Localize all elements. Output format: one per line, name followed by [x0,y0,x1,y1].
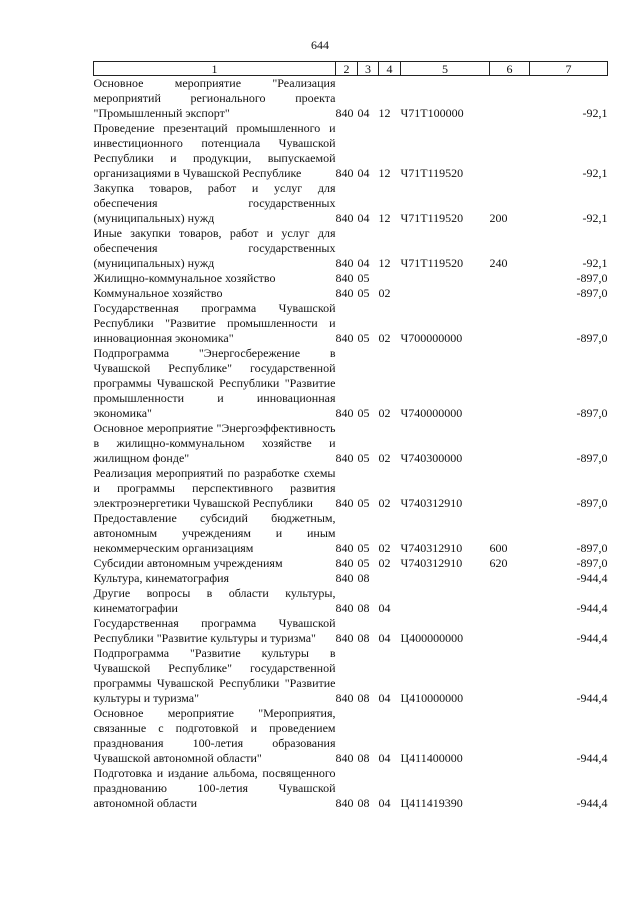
amount-cell: -92,1 [582,256,608,270]
row-name-cell: Культура, кинематография [93,571,230,585]
budget-table [93,61,608,811]
row-name-cell: Жилищно-коммунальное хозяйство [93,271,276,285]
row-name-cell: Проведение презентаций промышленного и инвестиционного потенциала Чувашской Республики и продукции, выпускаемой организациями в Чувашской Республике [93,121,336,180]
table-row [94,76,608,122]
row-name-cell: Закупка товаров, работ и услуг для обеспечения государственных (муниципальных) нужд [93,181,336,225]
amount-cell: -944,4 [576,796,608,810]
row-name-cell: Подпрограмма "Энергосбережение в Чувашской Республике" государственной программы Чувашской Республики "Развитие промышленности и инновационная экономика" [93,346,336,420]
table-row [94,121,608,181]
expense-type-cell [490,706,530,766]
section-cell: 08 [357,571,370,585]
section-cell: 05 [357,496,370,510]
amount-cell: -897,0 [576,406,608,420]
table-row [94,301,608,346]
section-cell: 05 [357,451,370,465]
expense-type-cell [490,421,530,466]
target-article-cell: Ч71Т100000 [400,106,464,120]
page-number: 644 [311,38,329,52]
row-name-cell: Реализация мероприятий по разработке схемы и программы перспективного развития электроэнергетики Чувашской Республики [93,466,336,510]
target-article-cell [401,286,490,301]
expense-type-cell: 600 [489,541,508,555]
column-header: 4 [379,62,401,76]
admin-code-cell: 840 [335,211,354,225]
subsection-cell: 04 [378,601,391,615]
admin-code-cell: 840 [335,451,354,465]
expense-type-cell [490,466,530,511]
target-article-cell: Ч71Т119520 [400,256,464,270]
admin-code-cell: 840 [335,256,354,270]
section-cell: 05 [357,286,370,300]
table-row [94,421,608,466]
admin-code-cell: 840 [335,571,354,585]
table-row [94,766,608,811]
expense-type-cell [490,646,530,706]
subsection-cell: 12 [378,166,391,180]
admin-code-cell: 840 [335,106,354,120]
subsection-cell: 02 [378,451,391,465]
amount-cell: -944,4 [576,691,608,705]
target-article-cell: Ч71Т119520 [400,166,464,180]
expense-type-cell [490,616,530,646]
subsection-cell: 02 [378,496,391,510]
expense-type-cell [490,571,530,586]
target-article-cell: Ч740312910 [400,496,463,510]
row-name-cell: Коммунальное хозяйство [93,286,223,300]
amount-cell: -944,4 [576,631,608,645]
section-cell: 05 [357,271,370,285]
admin-code-cell: 840 [335,631,354,645]
amount-cell: -92,1 [582,166,608,180]
table-row [94,646,608,706]
section-cell: 08 [357,751,370,765]
row-name-cell: Другие вопросы в области культуры, кинематографии [93,586,336,615]
expense-type-cell [490,766,530,811]
row-name-cell: Основное мероприятие "Реализация мероприятий регионального проекта "Промышленный экспорт" [93,76,336,120]
table-row [94,706,608,766]
admin-code-cell: 840 [335,166,354,180]
subsection-cell: 12 [378,256,391,270]
table-row [94,271,608,286]
table-row [94,466,608,511]
expense-type-cell [490,76,530,122]
subsection-cell [379,271,401,286]
amount-cell: -897,0 [576,286,608,300]
section-cell: 08 [357,601,370,615]
amount-cell: -897,0 [576,496,608,510]
table-body [94,76,608,812]
row-name-cell: Субсидии автономным учреждениям [93,556,283,570]
amount-cell: -897,0 [576,556,608,570]
section-cell: 04 [357,256,370,270]
section-cell: 05 [357,331,370,345]
amount-cell: -897,0 [576,541,608,555]
row-name-cell: Иные закупки товаров, работ и услуг для обеспечения государственных (муниципальных) нужд [93,226,336,270]
target-article-cell: Ц411419390 [400,796,463,810]
admin-code-cell: 840 [335,751,354,765]
admin-code-cell: 840 [335,406,354,420]
target-article-cell: Ц400000000 [400,631,464,645]
admin-code-cell: 840 [335,556,354,570]
table-header-row [94,62,608,76]
section-cell: 08 [357,631,370,645]
target-article-cell: Ч700000000 [400,331,463,345]
table-row [94,286,608,301]
target-article-cell: Ч71Т119520 [400,211,464,225]
column-header: 7 [530,62,608,76]
subsection-cell: 02 [378,556,391,570]
subsection-cell: 02 [378,331,391,345]
table-row [94,181,608,226]
row-name-cell: Основное мероприятие "Мероприятия, связанные с подготовкой и проведением празднования 100-летия образования Чувашской автономной области" [93,706,336,765]
section-cell: 08 [357,796,370,810]
admin-code-cell: 840 [335,601,354,615]
target-article-cell [401,571,490,586]
expense-type-cell: 200 [489,211,508,225]
target-article-cell: Ч740000000 [400,406,463,420]
admin-code-cell: 840 [335,271,354,285]
section-cell: 04 [357,166,370,180]
subsection-cell: 02 [378,406,391,420]
amount-cell: -897,0 [576,331,608,345]
table-row [94,616,608,646]
row-name-cell: Предоставление субсидий бюджетным, автономным учреждениям и иным некоммерческим организациям [93,511,336,555]
target-article-cell [401,271,490,286]
amount-cell: -897,0 [576,451,608,465]
target-article-cell [401,586,490,616]
table-row [94,226,608,271]
expense-type-cell [490,286,530,301]
amount-cell: -944,4 [576,751,608,765]
table-row [94,346,608,421]
section-cell: 08 [357,691,370,705]
table-row [94,511,608,556]
expense-type-cell: 240 [489,256,508,270]
row-name-cell: Подготовка и издание альбома, посвященного празднованию 100-летия Чувашской автономной области [93,766,336,810]
subsection-cell: 12 [378,211,391,225]
target-article-cell: Ц410000000 [400,691,464,705]
expense-type-cell: 620 [489,556,508,570]
section-cell: 05 [357,541,370,555]
section-cell: 05 [357,406,370,420]
row-name-cell: Подпрограмма "Развитие культуры в Чувашской Республике" государственной программы Чувашской Республики "Развитие культуры и туризма" [93,646,336,705]
row-name-cell: Государственная программа Чувашской Республики "Развитие промышленности и инновационная экономика" [93,301,336,345]
table-row [94,556,608,571]
column-header: 5 [401,62,490,76]
admin-code-cell: 840 [335,541,354,555]
subsection-cell: 12 [378,106,391,120]
section-cell: 04 [357,106,370,120]
expense-type-cell [490,346,530,421]
expense-type-cell [490,301,530,346]
target-article-cell: Ч740312910 [400,556,463,570]
amount-cell: -897,0 [576,271,608,285]
subsection-cell: 04 [378,796,391,810]
admin-code-cell: 840 [335,691,354,705]
admin-code-cell: 840 [335,286,354,300]
target-article-cell: Ц411400000 [400,751,463,765]
expense-type-cell [490,121,530,181]
column-header: 2 [336,62,358,76]
column-header: 1 [94,62,336,76]
amount-cell: -92,1 [582,106,608,120]
admin-code-cell: 840 [335,796,354,810]
amount-cell: -92,1 [582,211,608,225]
column-header: 3 [358,62,379,76]
subsection-cell: 02 [378,286,391,300]
expense-type-cell [490,271,530,286]
section-cell: 05 [357,556,370,570]
admin-code-cell: 840 [335,331,354,345]
amount-cell: -944,4 [576,601,608,615]
subsection-cell: 02 [378,541,391,555]
admin-code-cell: 840 [335,496,354,510]
target-article-cell: Ч740300000 [400,451,463,465]
target-article-cell: Ч740312910 [400,541,463,555]
section-cell: 04 [357,211,370,225]
amount-cell: -944,4 [576,571,608,585]
subsection-cell [379,571,401,586]
subsection-cell: 04 [378,691,391,705]
row-name-cell: Основное мероприятие "Энергоэффективность в жилищно-коммунальном хозяйстве и жилищном фонде" [93,421,336,465]
column-header: 6 [490,62,530,76]
table-row [94,586,608,616]
subsection-cell: 04 [378,631,391,645]
row-name-cell: Государственная программа Чувашской Республики "Развитие культуры и туризма" [93,616,336,645]
table-row [94,571,608,586]
subsection-cell: 04 [378,751,391,765]
expense-type-cell [490,586,530,616]
